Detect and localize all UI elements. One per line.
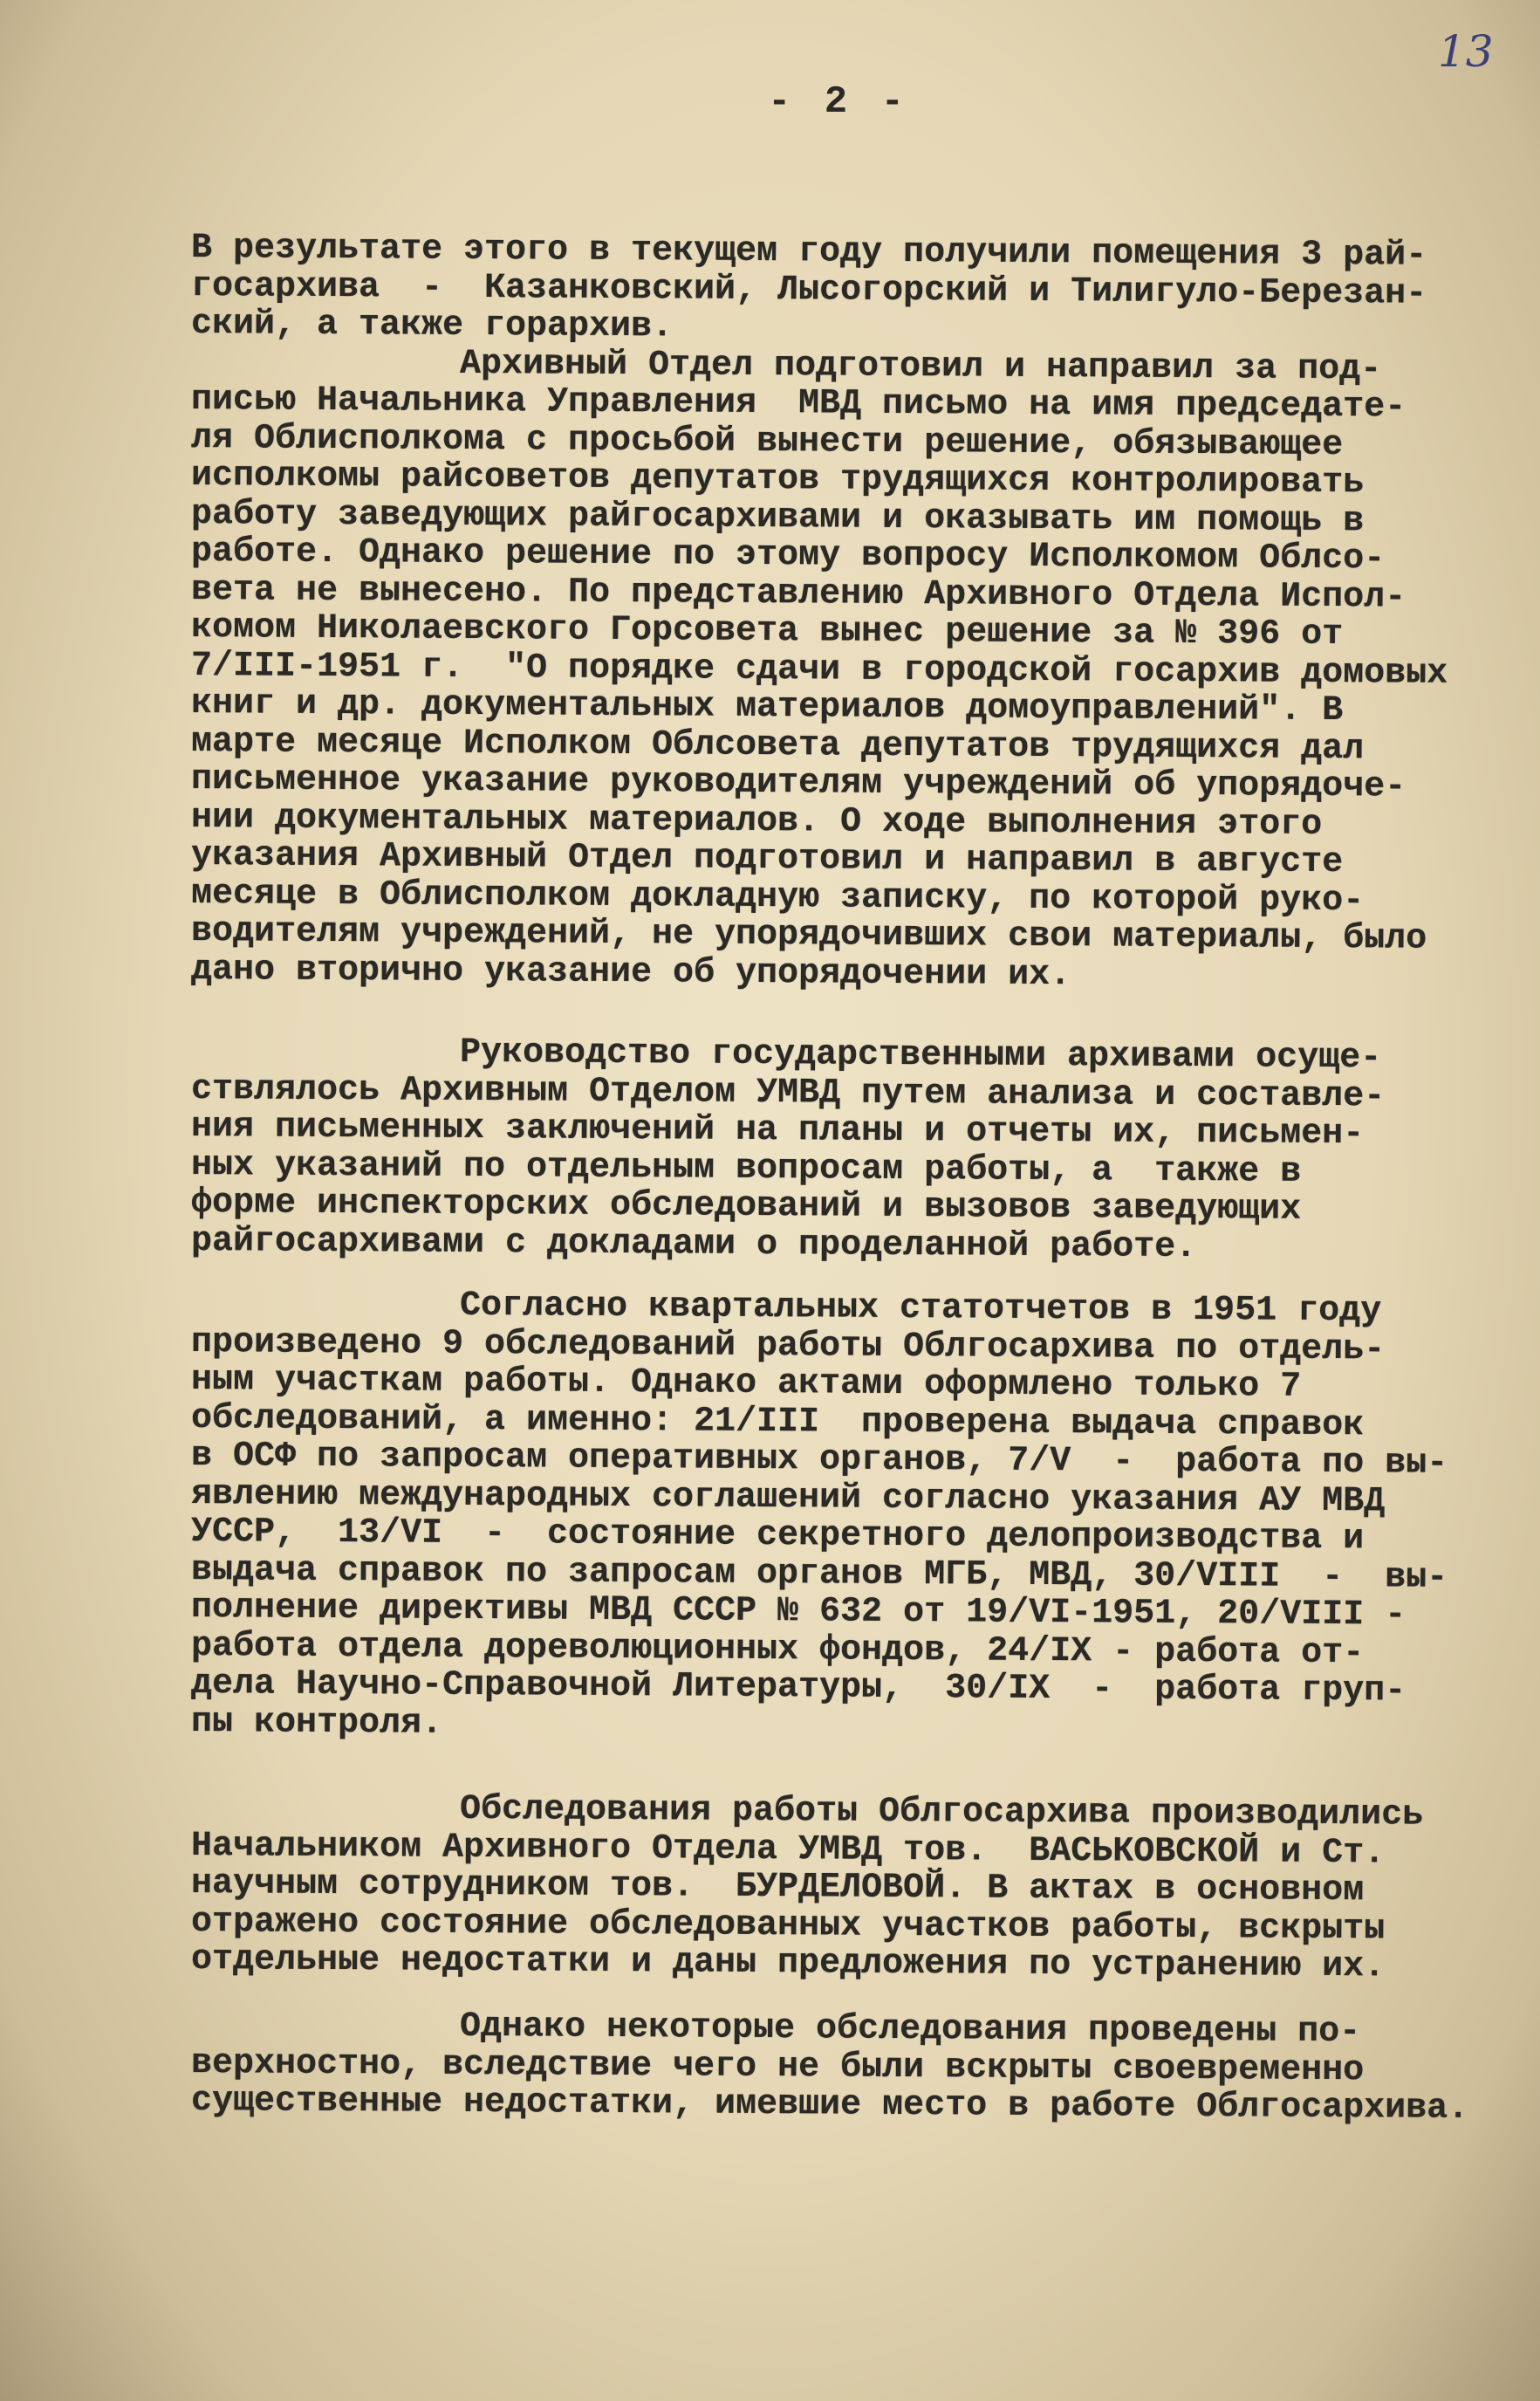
text-line: произведено 9 обследований работы Облгосархива по отдель- — [190, 1322, 1386, 1369]
text-line: исполкомы райсоветов депутатов трудящихся контролировать — [190, 456, 1365, 504]
text-line: вета не вынесено. По представлению Архивного Отдела Испол- — [190, 570, 1407, 618]
text-line: Начальником Архивного Отдела УМВД тов. ВАСЬКОВСКОЙ и Ст. — [190, 1826, 1386, 1873]
text-line: отражено состояние обследованных участков работы, вскрыты — [190, 1902, 1386, 1949]
text-line: ский, а также горархив. — [190, 305, 674, 347]
paragraph-archive-premises — [190, 229, 1517, 995]
text-line: ным участкам работы. Однако актами оформлено только 7 — [190, 1361, 1302, 1407]
text-line: в ОСФ по запросам оперативных органов, 7/V - работа по вы- — [190, 1437, 1448, 1484]
text-line: работе. Однако решение по этому вопросу Исполкомом Облсо- — [190, 532, 1386, 580]
text-line: Руководство государственными архивами осуще- — [459, 1032, 1382, 1079]
text-line: отдельные недостатки и даны предложения по устранению их. — [190, 1940, 1386, 1987]
text-line: ствлялось Архивным Отделом УМВД путем анализа и составле- — [190, 1069, 1386, 1116]
text-line: ных указаний по отдельным вопросам работы, а также в — [190, 1145, 1302, 1192]
text-line: научным сотрудником тов. БУРДЕЛОВОЙ. В актах в основном — [190, 1864, 1365, 1911]
text-line: Архивный Отдел подготовил и направил за под- — [459, 344, 1382, 389]
text-line: полнение директивы МВД СССР № 632 от 19/VI-1951, 20/VIII - — [190, 1588, 1407, 1636]
text-line: ния письменных заключений на планы и отчеты их, письмен- — [190, 1108, 1365, 1155]
text-line: работу заведующих райгосархивами и оказывать им помощь в — [190, 494, 1365, 541]
text-line: дано вторично указание об упорядочении их. — [190, 950, 1071, 995]
text-line: существенные недостатки, имевшие место в работе Облгосархива. — [190, 2082, 1469, 2129]
text-line: явлению международных соглашений согласно указания АУ МВД — [190, 1474, 1386, 1521]
handwritten-folio-number: 13 — [1438, 26, 1494, 77]
text-line: работа отдела дореволюционных фондов, 24/IX - работа от- — [190, 1626, 1365, 1673]
text-line: верхностно, вследствие чего не были вскрыты своевременно — [190, 2043, 1365, 2090]
text-line: комом Николаевского Горсовета вынес решение за № 396 от — [190, 608, 1344, 655]
text-line: 7/III-1951 г. "О порядке сдачи в городской госархив домовых — [190, 646, 1448, 694]
text-line: писью Начальника Управления МВД письмо на имя председате- — [190, 381, 1407, 428]
text-line: Однако некоторые обследования проведены по- — [459, 2007, 1361, 2053]
text-line: водителям учреждений, не упорядочивших свои материалы, было — [190, 912, 1427, 959]
text-line: ля Облисполкома с просьбой вынести решение, обязывающее — [190, 418, 1344, 465]
text-line: райгосархивами с докладами о проделанной работе. — [190, 1221, 1197, 1267]
text-line: письменное указание руководителям учреждений об упорядоче- — [190, 760, 1407, 807]
text-line: Обследования работы Облгосархива производились — [459, 1789, 1424, 1835]
text-line: госархива - Казанковский, Лысогорский и Тилигуло-Березан- — [190, 266, 1427, 314]
text-line: пы контроля. — [190, 1702, 443, 1744]
text-line: В результате этого в текущем году получили помещения 3 рай- — [190, 229, 1427, 276]
text-line: выдача справок по запросам органов МГБ, МВД, 30/VIII - вы- — [190, 1550, 1448, 1598]
text-line: нии документальных материалов. О ходе выполнения этого — [190, 798, 1323, 845]
text-line: Согласно квартальных статотчетов в 1951 году — [459, 1286, 1382, 1332]
text-line: УССР, 13/VI - состояние секретного делопроизводства и — [190, 1513, 1365, 1560]
text-line: марте месяце Исполком Облсовета депутатов трудящихся дал — [190, 722, 1365, 769]
paragraph-archive-management — [190, 1032, 1517, 1267]
text-line: форме инспекторских обследований и вызовов заведующих — [190, 1183, 1302, 1230]
text-line: дела Научно-Справочной Литературы, 30/IX - работа груп- — [190, 1664, 1407, 1712]
text-line: книг и др. документальных материалов домоуправлений". В — [190, 684, 1344, 731]
paragraph-inspections-list — [190, 1286, 1517, 1744]
text-line: указания Архивный Отдел подготовил и направил в августе — [190, 836, 1344, 883]
text-line: обследований, а именно: 21/III проверена выдача справок — [190, 1398, 1365, 1445]
page-number: - 2 - — [768, 80, 910, 124]
text-line: месяце в Облисполком докладную записку, по которой руко- — [190, 874, 1365, 921]
paragraph-shortcomings — [190, 2007, 1517, 2129]
paragraph-inspectors — [190, 1789, 1517, 1987]
